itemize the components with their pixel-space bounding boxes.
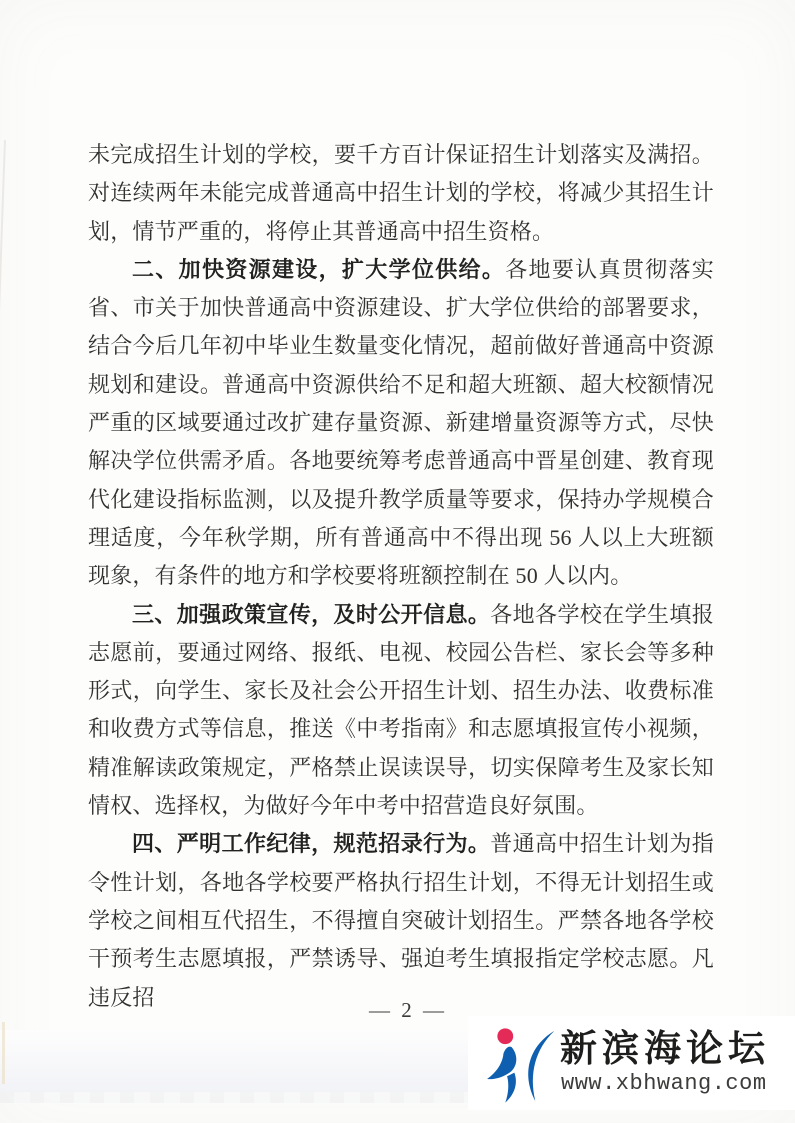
- paragraph-3-text: 各地各学校在学生填报志愿前，要通过网络、报纸、电视、校园公告栏、家长会等多种形式，向学生、家长及社会公开招生计划、招生办法、收费标准和收费方式等信息，推送《中考指南》和志愿填报宣传小视频，精准解读政策规定，严格禁止误读误导，切实保障考生及家长知情权、选择权，为做好今年中考中招营造良好氛围。: [88, 601, 714, 819]
- paragraph-3: [88, 596, 714, 826]
- forum-site-name: 新滨海论坛: [560, 1028, 770, 1069]
- forum-site-url: www.xbhwang.com: [561, 1071, 767, 1096]
- page-number: — 2 —: [369, 998, 447, 1022]
- section-heading-2: 二、加快资源建设，扩大学位供给。: [132, 256, 506, 282]
- paragraph-1-text: 未完成招生计划的学校，要千方百计保证招生计划落实及满招。对连续两年未能完成普通高中招生计划的学校，将减少其招生计划，情节严重的，将停止其普通高中招生资格。: [88, 142, 714, 244]
- document-body: [88, 136, 714, 1017]
- logo-blue-crescent: [528, 1031, 554, 1101]
- paragraph-2-text: 各地要认真贯彻落实省、市关于加快普通高中资源建设、扩大学位供给的部署要求，结合今后几年初中毕业生数量变化情况，超前做好普通高中资源规划和建设。普通高中资源供给不足和超大班额、超大校额情况严重的区域要通过改扩建存量资源、新建增量资源等方式，尽快解决学位供需矛盾。各地要统筹考虑普通高中晋星创建、教育现代化建设指标监测，以及提升教学质量等要求，保持办学规模合理适度，今年秋学期，所有普通高中不得出现 56 人以上大班额现象，有条件的地方和学校要将班额控制在 50 人以内。: [88, 256, 714, 589]
- logo-blue-lower-leg: [505, 1073, 516, 1103]
- scan-artifact-left-edge: [0, 140, 6, 310]
- section-heading-4: 四、严明工作纪律，规范招录行为。: [132, 831, 491, 857]
- logo-red-dot: [497, 1028, 513, 1044]
- paragraph-2: [88, 251, 714, 596]
- paragraph-4: [88, 825, 714, 1016]
- section-heading-3: 三、加强政策宣传，及时公开信息。: [132, 601, 491, 627]
- scan-artifact-warm-edge: [2, 1022, 5, 1084]
- forum-watermark: [468, 1016, 795, 1110]
- paragraph-1: [88, 136, 714, 251]
- paragraph-4-text: 普通高中招生计划为指令性计划，各地各学校要严格执行招生计划，不得无计划招生或学校之间相互代招生，不得擅自突破计划招生。严禁各地各学校干预考生志愿填报，严禁诱导、强迫考生填报指定学校志愿。凡违反招: [88, 831, 714, 1010]
